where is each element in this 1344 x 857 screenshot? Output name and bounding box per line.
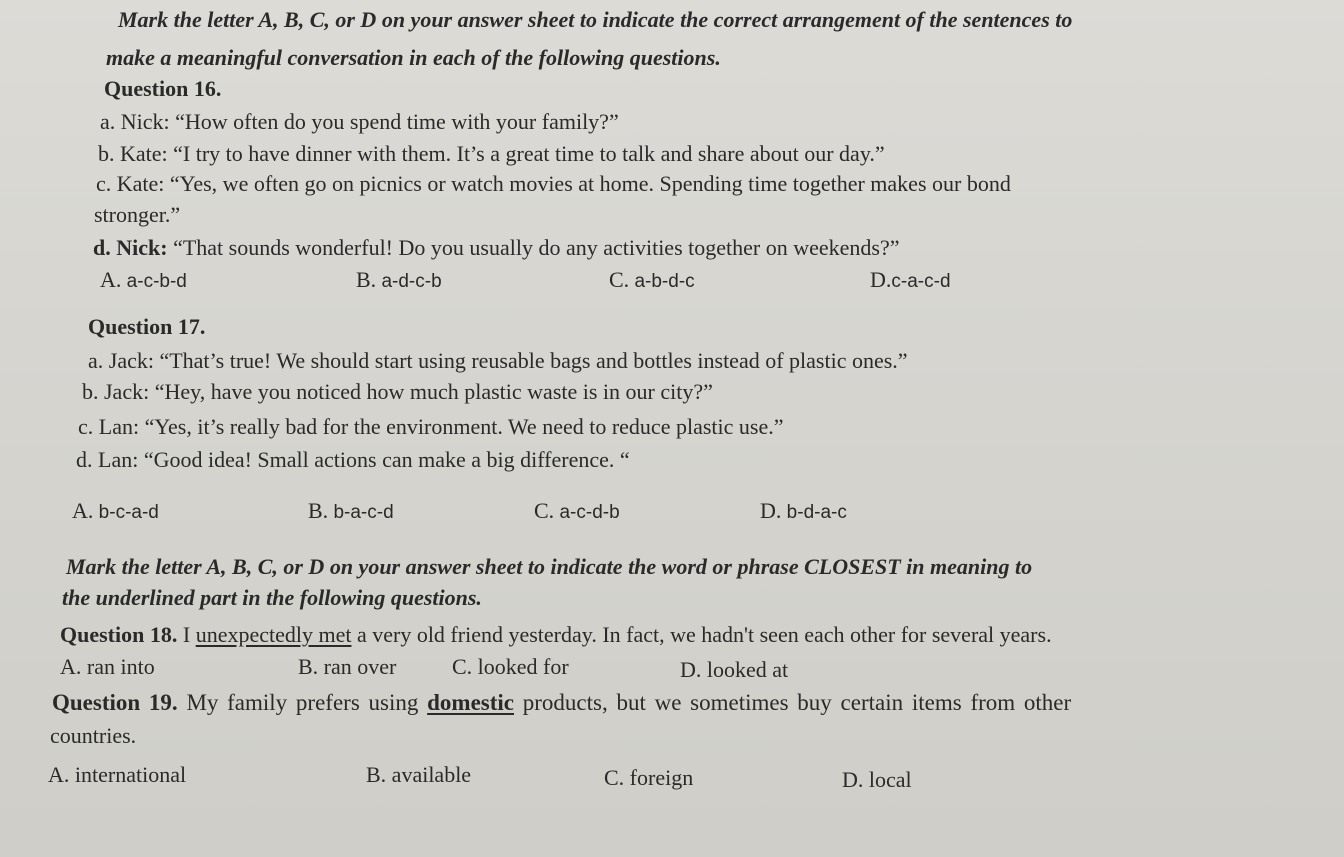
question-19-stem-cont: countries. (50, 723, 137, 748)
option-text: b-a-c-d (328, 502, 394, 523)
option-letter: B. (356, 267, 377, 292)
instruction-2-line-1: Mark the letter A, B, C, or D on your answer sheet to indicate the word or phrase CLOSEST in meaning to (66, 554, 1033, 579)
question-19-stem (52, 689, 1071, 717)
question-17-option-d[interactable] (760, 497, 847, 527)
instruction-1-line-1: Mark the letter A, B, C, or D on your answer sheet to indicate the correct arrangement of the sentences to (118, 7, 1073, 32)
question-18-post: a very old friend yesterday. In fact, we hadn't seen each other for several years. (351, 622, 1052, 647)
option-letter: C. (534, 498, 555, 523)
question-19-post: products, but we sometimes buy certain items from other (514, 690, 1072, 715)
question-17-line-c: c. Lan: “Yes, it’s really bad for the environment. We need to reduce plastic use.” (78, 414, 784, 439)
question-16-line-c-cont: stronger.” (94, 202, 181, 227)
question-16-line-c: c. Kate: “Yes, we often go on picnics or watch movies at home. Spending time together makes our bond (96, 171, 1011, 196)
question-16-d-speaker: d. Nick: (93, 235, 168, 260)
question-18-option-d[interactable]: D. looked at (680, 657, 789, 682)
option-text: b-d-a-c (781, 502, 847, 523)
question-18-option-b[interactable]: B. ran over (298, 654, 397, 679)
question-18-stem (60, 621, 1052, 649)
question-16-option-d[interactable] (870, 266, 951, 296)
option-letter: D. (870, 267, 892, 292)
question-17-line-b: b. Jack: “Hey, have you noticed how much plastic waste is in our city?” (82, 379, 713, 404)
question-16-line-d (93, 234, 899, 262)
question-16-option-a[interactable] (100, 266, 187, 296)
question-19-option-a[interactable]: A. international (48, 762, 187, 787)
option-text: c-a-c-d (891, 271, 951, 292)
option-text: a-b-d-c (629, 271, 695, 292)
question-16-line-a: a. Nick: “How often do you spend time with your family?” (100, 109, 619, 134)
option-letter: A. (100, 267, 122, 292)
question-19-underlined: domestic (427, 690, 514, 715)
option-letter: C. (609, 267, 630, 292)
option-text: a-c-d-b (554, 502, 620, 523)
question-18-option-a[interactable]: A. ran into (60, 654, 155, 679)
option-text: a-c-b-d (121, 271, 187, 292)
question-18-title: Question 18. (60, 622, 178, 647)
question-18-pre: I (177, 622, 196, 647)
option-letter: D. (760, 498, 782, 523)
question-19-option-c[interactable]: C. foreign (604, 765, 694, 790)
question-16-option-c[interactable] (609, 266, 695, 296)
question-19-option-d[interactable]: D. local (842, 767, 912, 792)
question-17-title: Question 17. (88, 314, 206, 339)
question-16-d-text: “That sounds wonderful! Do you usually do any activities together on weekends?” (167, 235, 900, 260)
option-letter: A. (72, 498, 94, 523)
question-17-line-d: d. Lan: “Good idea! Small actions can make a big difference. “ (76, 447, 630, 472)
instruction-2-line-2: the underlined part in the following questions. (62, 585, 482, 610)
question-19-pre: My family prefers using (177, 690, 428, 715)
question-17-line-a: a. Jack: “That’s true! We should start using reusable bags and bottles instead of plastic ones.” (88, 348, 908, 373)
option-letter: B. (308, 498, 329, 523)
question-18-option-c[interactable]: C. looked for (452, 654, 569, 679)
question-19-option-b[interactable]: B. available (366, 762, 472, 787)
question-16-title: Question 16. (104, 76, 222, 101)
question-19-title: Question 19. (52, 690, 178, 715)
question-16-line-b: b. Kate: “I try to have dinner with them. It’s a great time to talk and share about our day.” (98, 141, 885, 166)
question-17-option-b[interactable] (308, 497, 394, 527)
option-text: b-c-a-d (93, 502, 159, 523)
instruction-1-line-2: make a meaningful conversation in each of the following questions. (106, 45, 721, 70)
option-text: a-d-c-b (376, 271, 442, 292)
question-18-underlined: unexpectedly met (195, 622, 352, 647)
question-17-option-c[interactable] (534, 497, 620, 527)
question-16-option-b[interactable] (356, 266, 442, 296)
question-17-option-a[interactable] (72, 497, 159, 527)
